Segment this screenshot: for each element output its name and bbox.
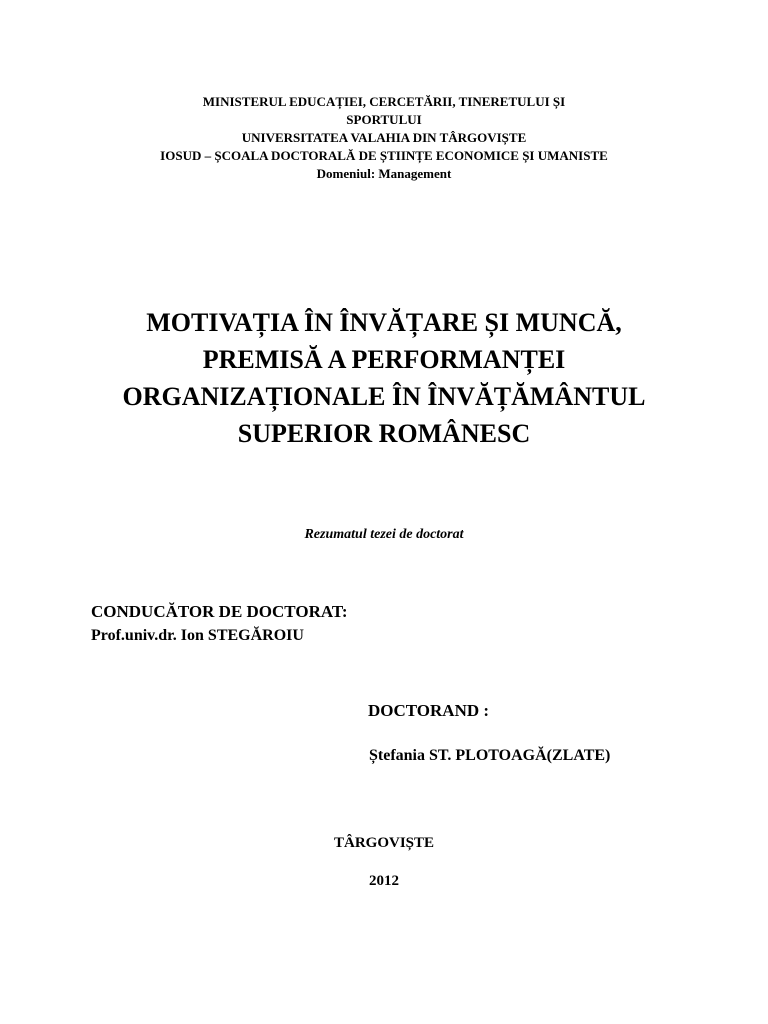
candidate-label: DOCTORAND : [368,701,490,720]
thesis-title-line: ORGANIZAȚIONALE ÎN ÎNVĂȚĂMÂNTUL [122,382,646,411]
thesis-title-line: PREMISĂ A PERFORMANȚEI [202,345,566,374]
university-line: UNIVERSITATEA VALAHIA DIN TÂRGOVIȘTE [241,130,527,145]
place-name: TÂRGOVIȘTE [333,835,435,851]
candidate-name: Ștefania ST. PLOTOAGĂ(ZLATE) [369,747,611,764]
supervisor-name: Prof.univ.dr. Ion STEGĂROIU [91,627,304,644]
domain-line: Domeniul: Management [316,166,452,181]
thesis-title-line: SUPERIOR ROMÂNESC [237,419,531,448]
thesis-subtitle: Rezumatul tezei de doctorat [304,527,464,542]
ministry-line-continued: SPORTULUI [346,112,422,127]
thesis-title [0,304,768,452]
supervisor-block [91,600,348,648]
institution-header [0,93,768,183]
doctoral-school-line: IOSUD – ȘCOALA DOCTORALĂ DE ȘTIINȚE ECONOMICE ȘI UMANISTE [160,148,608,163]
thesis-title-line: MOTIVAȚIA ÎN ÎNVĂȚARE ȘI MUNCĂ, [146,308,622,337]
supervisor-label: CONDUCĂTOR DE DOCTORAT: [91,602,348,621]
publication-year: 2012 [369,873,399,889]
ministry-line: MINISTERUL EDUCAȚIEI, CERCETĂRII, TINERETULUI ȘI [202,94,566,109]
